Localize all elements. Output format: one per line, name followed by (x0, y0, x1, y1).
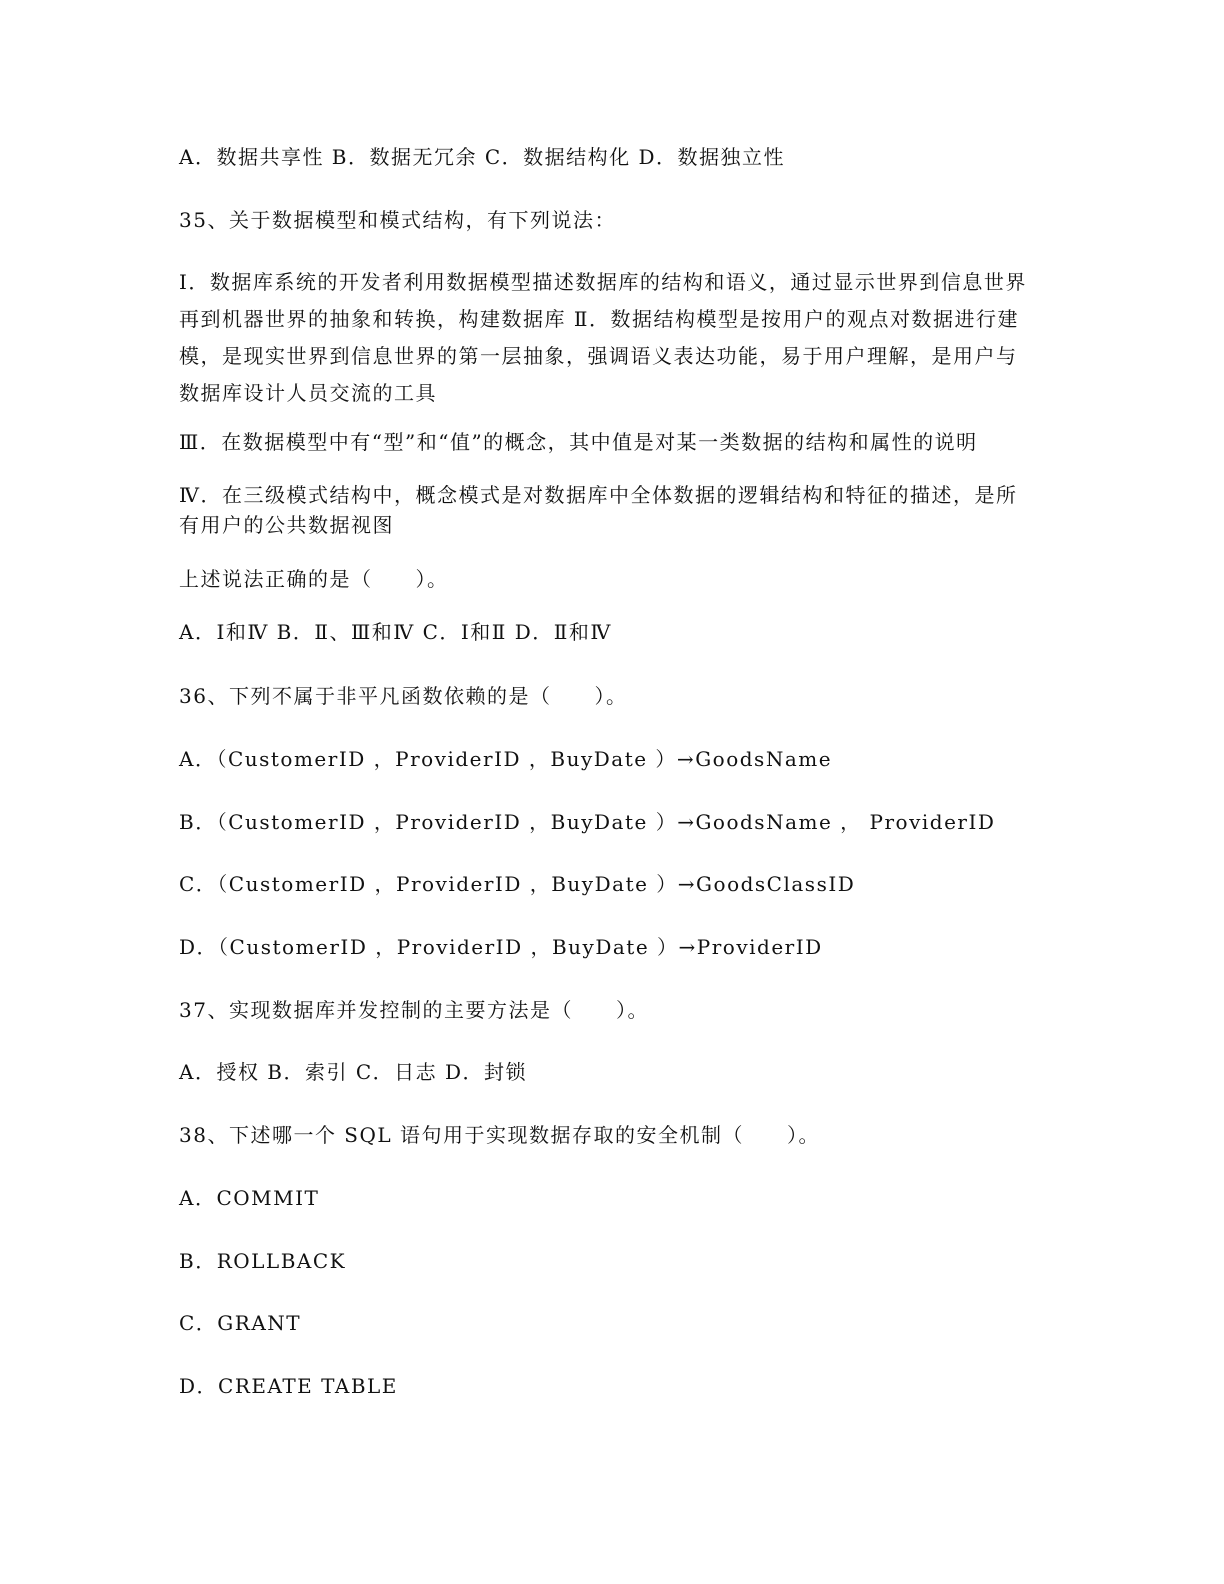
q35-question: 上述说法正确的是（ ）。 (179, 567, 449, 591)
q36-option-b: B．（CustomerID ，ProviderID ，BuyDate ）→GoodsName ， ProviderID (179, 810, 996, 834)
q34-options: A．数据共享性 B．数据无冗余 C．数据结构化 D．数据独立性 (179, 145, 786, 169)
q36-option-d: D．（CustomerID ，ProviderID ，BuyDate ）→ProviderID (179, 935, 823, 959)
q35-statement-4: Ⅳ．在三级模式结构中，概念模式是对数据库中全体数据的逻辑结构和特征的描述，是所有用户的公共数据视图 (179, 483, 1018, 537)
q36-option-a: A．（CustomerID ，ProviderID ，BuyDate ）→GoodsName (179, 747, 833, 771)
q38-stem: 38、下述哪一个 SQL 语句用于实现数据存取的安全机制（ ）。 (179, 1123, 821, 1147)
q38-option-d: D．CREATE TABLE (179, 1374, 398, 1398)
q35-statement-3: Ⅲ．在数据模型中有“型”和“值”的概念，其中值是对某一类数据的结构和属性的说明 (179, 430, 978, 454)
q36-stem: 36、下列不属于非平凡函数依赖的是（ ）。 (179, 684, 628, 708)
q35-options: A．Ⅰ和Ⅳ B．Ⅱ、Ⅲ和Ⅳ C．Ⅰ和Ⅱ D．Ⅱ和Ⅳ (179, 620, 612, 644)
q37-stem: 37、实现数据库并发控制的主要方法是（ ）。 (179, 998, 649, 1022)
q35-statement-1-2: Ⅰ．数据库系统的开发者利用数据模型描述数据库的结构和语义，通过显示世界到信息世界再到机器世界的抽象和转换，构建数据库 Ⅱ．数据结构模型是按用户的观点对数据进行建模，是现实世界到信息世界的第一层抽象，强调语义表达功能，易于用户理解，是用户与数据库设计人员交流的工具 (179, 270, 1027, 405)
q35-stem: 35、关于数据模型和模式结构，有下列说法： (179, 208, 616, 232)
q38-option-c: C．GRANT (179, 1311, 302, 1335)
q37-options: A．授权 B．索引 C．日志 D．封锁 (179, 1060, 528, 1084)
q38-option-a: A．COMMIT (179, 1186, 320, 1210)
q38-option-b: B．ROLLBACK (179, 1249, 347, 1273)
q36-option-c: C．（CustomerID ，ProviderID ，BuyDate ）→GoodsClassID (179, 872, 856, 896)
